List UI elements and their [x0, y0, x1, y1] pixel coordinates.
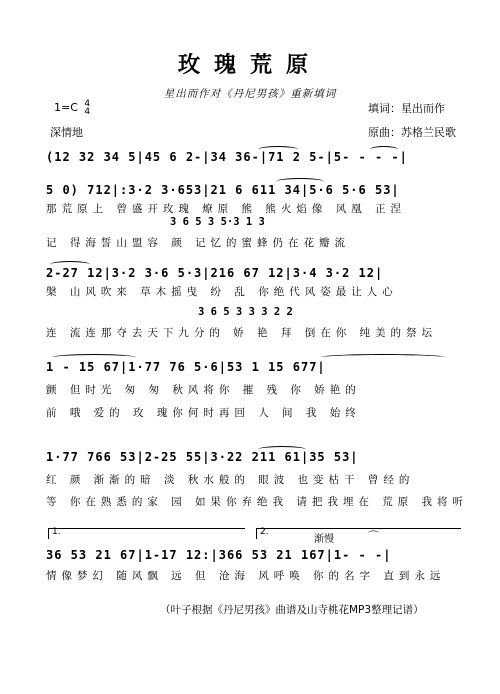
time-sig-bottom: 4 — [84, 107, 91, 117]
key-text: 1=C — [54, 101, 78, 114]
lyric-line-1: 那荒原上 曾盛开玫瑰 燎原 熊 熊火焰像 风凰 正涅 — [46, 203, 407, 215]
slur — [370, 146, 398, 153]
slur — [258, 146, 298, 153]
volta-2-label: 2. — [260, 527, 269, 537]
song-title: 玫瑰荒原 — [177, 52, 322, 78]
slur — [52, 354, 136, 361]
transcription-credit: （叶子根据《丹尼男孩》曲谱及山寺桃花MP3整理记谱） — [160, 604, 424, 616]
slur — [50, 261, 90, 268]
notation-line-1: (12 32 34 5|45 6 2-|34 36-|71 2 5-|5- - - -| — [46, 150, 408, 164]
fermata-icon: ⌒ — [368, 530, 379, 543]
composer: 原曲：苏格兰民歌 — [368, 126, 456, 139]
tempo-marking: 深情地 — [50, 126, 83, 139]
notation-line-3: 2-27 12|3·2 3·6 5·3|216 67 12|3·4 3·2 12| — [46, 266, 384, 280]
notation-line-4: 1 - 15 67|1·77 76 5·6|53 1 15 677| — [46, 360, 326, 374]
time-signature — [84, 100, 90, 116]
lyric-line-8: 等 你在熟悉的家 园 如果你弃绝我 请把我埋在 荒原 我将听 — [46, 496, 469, 508]
key-signature — [54, 100, 90, 116]
lyric-line-7: 红 颜 渐渐的暗 淡 秋水般的 眼波 也变枯干 曾经的 — [46, 474, 415, 486]
lyric-line-9: 情像梦幻 随风飘 远 但 沧海 风呼唤 你的名字 直到永远 — [46, 570, 446, 582]
alt-notes-line-1: 3 6 5 3 5·3 1 3 — [170, 216, 265, 228]
time-sig-top: 4 — [84, 99, 91, 109]
alt-notes-line-2: 3 6 5 3 3 3 2 2 — [198, 306, 293, 318]
lyric-line-5: 颤 但时光 匆 匆 秋风将你 摧 残 你 娇艳的 — [46, 384, 361, 396]
notation-line-2: 5 0) 712|:3·2 3·653|21 6 611 34|5·6 5·6 53| — [46, 183, 400, 197]
slur — [276, 178, 324, 185]
volta-bracket-2 — [256, 528, 461, 539]
slow-down-marking: 渐慢 — [314, 534, 334, 545]
notation-line-5: 1·77 766 53|2-25 55|3·22 211 61|35 53| — [46, 450, 359, 464]
lyric-line-2: 记 得海誓山盟容 颜 记忆的蜜蜂仍在花瓣流 — [46, 237, 351, 249]
notation-line-6: 36 53 21 67|1-17 12:|366 53 21 167|1- - -| — [46, 548, 392, 562]
subtitle: 星出而作对《丹尼男孩》重新填词 — [163, 88, 337, 100]
slur — [320, 354, 446, 361]
volta-bracket-1 — [48, 528, 245, 539]
lyric-line-4: 连 流连那夺去天下九分的 娇 艳 拜 倒在你 纯美的祭坛 — [46, 327, 438, 339]
volta-1-label: 1. — [52, 527, 61, 537]
lyric-line-6: 前 哦 爱的 玫 瑰你何时再回 人 间 我 始终 — [46, 407, 361, 419]
lyric-line-3: 槃 山风吹来 草木摇曳 纷 乱 你绝代风姿最让人心 — [46, 286, 398, 298]
lyricist: 填词：星出而作 — [368, 102, 445, 115]
slur — [258, 446, 306, 453]
